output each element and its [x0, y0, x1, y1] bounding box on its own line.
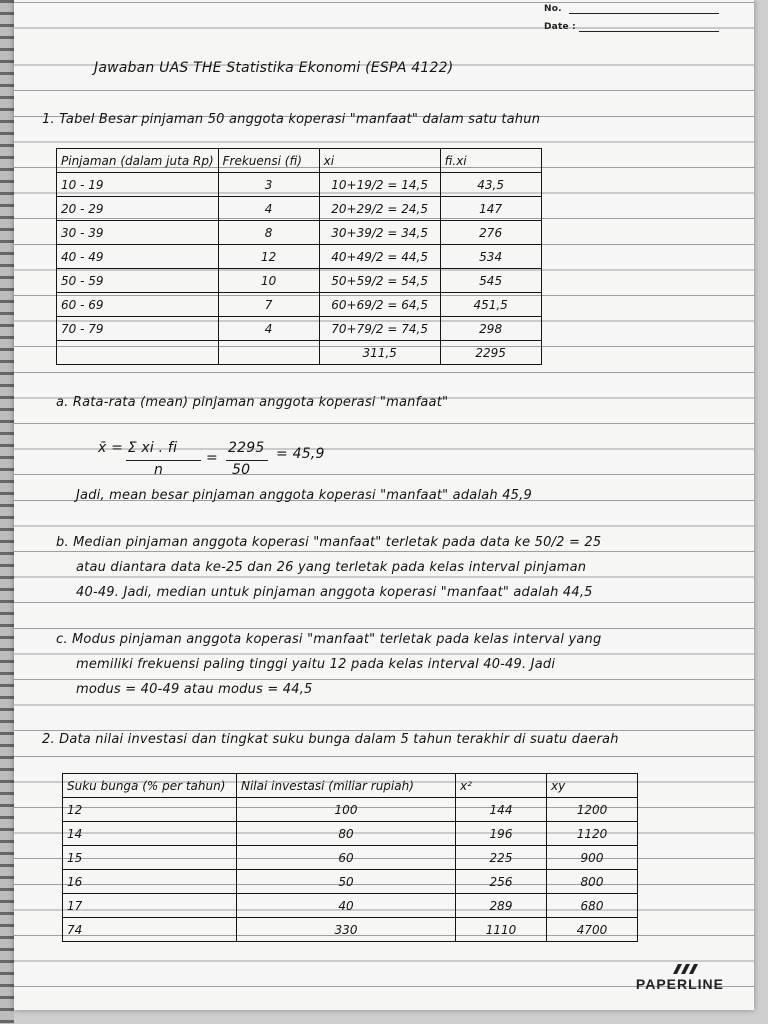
table-row: [63, 846, 638, 870]
table-cell: 70+79/2 = 74,5: [319, 317, 440, 341]
table-cell: 311,5: [319, 341, 440, 365]
b-line2: atau diantara data ke-25 dan 26 yang terletak pada kelas interval pinjaman: [76, 560, 587, 575]
a-line1: a. Rata-rata (mean) pinjaman anggota koperasi "manfaat": [56, 395, 449, 410]
mean-den: 50: [232, 462, 251, 478]
table-cell: 276: [440, 221, 541, 245]
table-cell: xy: [547, 774, 638, 798]
paperline-logo-icon: [673, 964, 699, 974]
table-cell: 451,5: [440, 293, 541, 317]
q2-heading: 2. Data nilai investasi dan tingkat suku bunga dalam 5 tahun terakhir di suatu daerah: [42, 732, 619, 747]
table-cell: 12: [63, 798, 237, 822]
table-cell: Pinjaman (dalam juta Rp): [57, 149, 219, 173]
mean-formula-n: n: [154, 462, 164, 478]
table-cell: 1120: [547, 822, 638, 846]
table-cell: 60 - 69: [57, 293, 219, 317]
a-conclusion: Jadi, mean besar pinjaman anggota koperasi "manfaat" adalah 45,9: [76, 488, 532, 503]
table-cell: xi: [319, 149, 440, 173]
table-cell: 900: [547, 846, 638, 870]
b-line1: b. Median pinjaman anggota koperasi "manfaat" terletak pada data ke 50/2 = 25: [56, 535, 602, 550]
table-cell: Suku bunga (% per tahun): [63, 774, 237, 798]
table-cell: 40+49/2 = 44,5: [319, 245, 440, 269]
table-cell: 74: [63, 918, 237, 942]
table-header-row: [57, 149, 542, 173]
table-cell: [218, 341, 319, 365]
table-cell: 15: [63, 846, 237, 870]
table-cell: fi.xi: [440, 149, 541, 173]
table-cell: Frekuensi (fi): [218, 149, 319, 173]
table-cell: 50+59/2 = 54,5: [319, 269, 440, 293]
table-cell: 60: [237, 846, 456, 870]
table-cell: 60+69/2 = 64,5: [319, 293, 440, 317]
notebook-page: [14, 0, 754, 1010]
table-row: [63, 894, 638, 918]
table-total-row: [63, 918, 638, 942]
table-row: [63, 822, 638, 846]
table-cell: 20 - 29: [57, 197, 219, 221]
table-row: [63, 870, 638, 894]
mean-num: 2295: [228, 440, 265, 456]
table-cell: 100: [237, 798, 456, 822]
brand-label: PAPERLINE: [635, 976, 724, 992]
table-cell: 4: [218, 317, 319, 341]
table-cell: 225: [456, 846, 547, 870]
table-cell: 70 - 79: [57, 317, 219, 341]
table-cell: 144: [456, 798, 547, 822]
table-cell: 147: [440, 197, 541, 221]
table-cell: 298: [440, 317, 541, 341]
table-row: [63, 798, 638, 822]
mean-fraction-bar-2: [226, 460, 268, 461]
c-line3: modus = 40-49 atau modus = 44,5: [76, 682, 313, 697]
date-line: [579, 31, 719, 32]
table-cell: 800: [547, 870, 638, 894]
table-cell: x²: [456, 774, 547, 798]
date-label: Date :: [544, 22, 576, 32]
table-cell: 40: [237, 894, 456, 918]
table-cell: 30+39/2 = 34,5: [319, 221, 440, 245]
table-cell: 4: [218, 197, 319, 221]
table-cell: 10+19/2 = 14,5: [319, 173, 440, 197]
no-line: [569, 13, 719, 14]
table-cell: 1110: [456, 918, 547, 942]
table-total-row: [57, 341, 542, 365]
table-cell: 3: [218, 173, 319, 197]
table-cell: 289: [456, 894, 547, 918]
table-cell: 17: [63, 894, 237, 918]
table-cell: 20+29/2 = 24,5: [319, 197, 440, 221]
table-row: [57, 317, 542, 341]
table-cell: 10 - 19: [57, 173, 219, 197]
equals-sign: =: [206, 450, 218, 466]
investment-table: [62, 773, 638, 942]
table-cell: 2295: [440, 341, 541, 365]
q1-heading: 1. Tabel Besar pinjaman 50 anggota koperasi "manfaat" dalam satu tahun: [42, 112, 541, 127]
c-line1: c. Modus pinjaman anggota koperasi "manfaat" terletak pada kelas interval yang: [56, 632, 602, 647]
mean-result: = 45,9: [276, 446, 325, 462]
table-cell: 16: [63, 870, 237, 894]
table-cell: 680: [547, 894, 638, 918]
table-cell: 50 - 59: [57, 269, 219, 293]
table-cell: 196: [456, 822, 547, 846]
table-cell: 40 - 49: [57, 245, 219, 269]
table-cell: [57, 341, 219, 365]
table-cell: 30 - 39: [57, 221, 219, 245]
table-row: [57, 293, 542, 317]
page-title: Jawaban UAS THE Statistika Ekonomi (ESPA 4122): [94, 60, 454, 76]
table-cell: 545: [440, 269, 541, 293]
mean-fraction-bar: [126, 460, 201, 461]
table-cell: 7: [218, 293, 319, 317]
table-cell: 12: [218, 245, 319, 269]
table-header-row: [63, 774, 638, 798]
table-cell: 14: [63, 822, 237, 846]
mean-formula-lhs: x̄ = Σ xi . fi: [98, 440, 178, 456]
loan-table: [56, 148, 542, 365]
table-row: [57, 245, 542, 269]
c-line2: memiliki frekuensi paling tinggi yaitu 12 pada kelas interval 40-49. Jadi: [76, 657, 556, 672]
b-line3: 40-49. Jadi, median untuk pinjaman anggota koperasi "manfaat" adalah 44,5: [76, 585, 593, 600]
table-cell: 10: [218, 269, 319, 293]
table-cell: 80: [237, 822, 456, 846]
table-cell: 8: [218, 221, 319, 245]
table-cell: 256: [456, 870, 547, 894]
table-cell: 330: [237, 918, 456, 942]
table-row: [57, 173, 542, 197]
table-row: [57, 269, 542, 293]
table-cell: 1200: [547, 798, 638, 822]
table-cell: 534: [440, 245, 541, 269]
table-cell: 43,5: [440, 173, 541, 197]
table-row: [57, 197, 542, 221]
table-cell: 50: [237, 870, 456, 894]
table-cell: 4700: [547, 918, 638, 942]
no-label: No.: [544, 4, 562, 14]
table-row: [57, 221, 542, 245]
notebook-spiral: [0, 0, 14, 1024]
table-cell: Nilai investasi (miliar rupiah): [237, 774, 456, 798]
